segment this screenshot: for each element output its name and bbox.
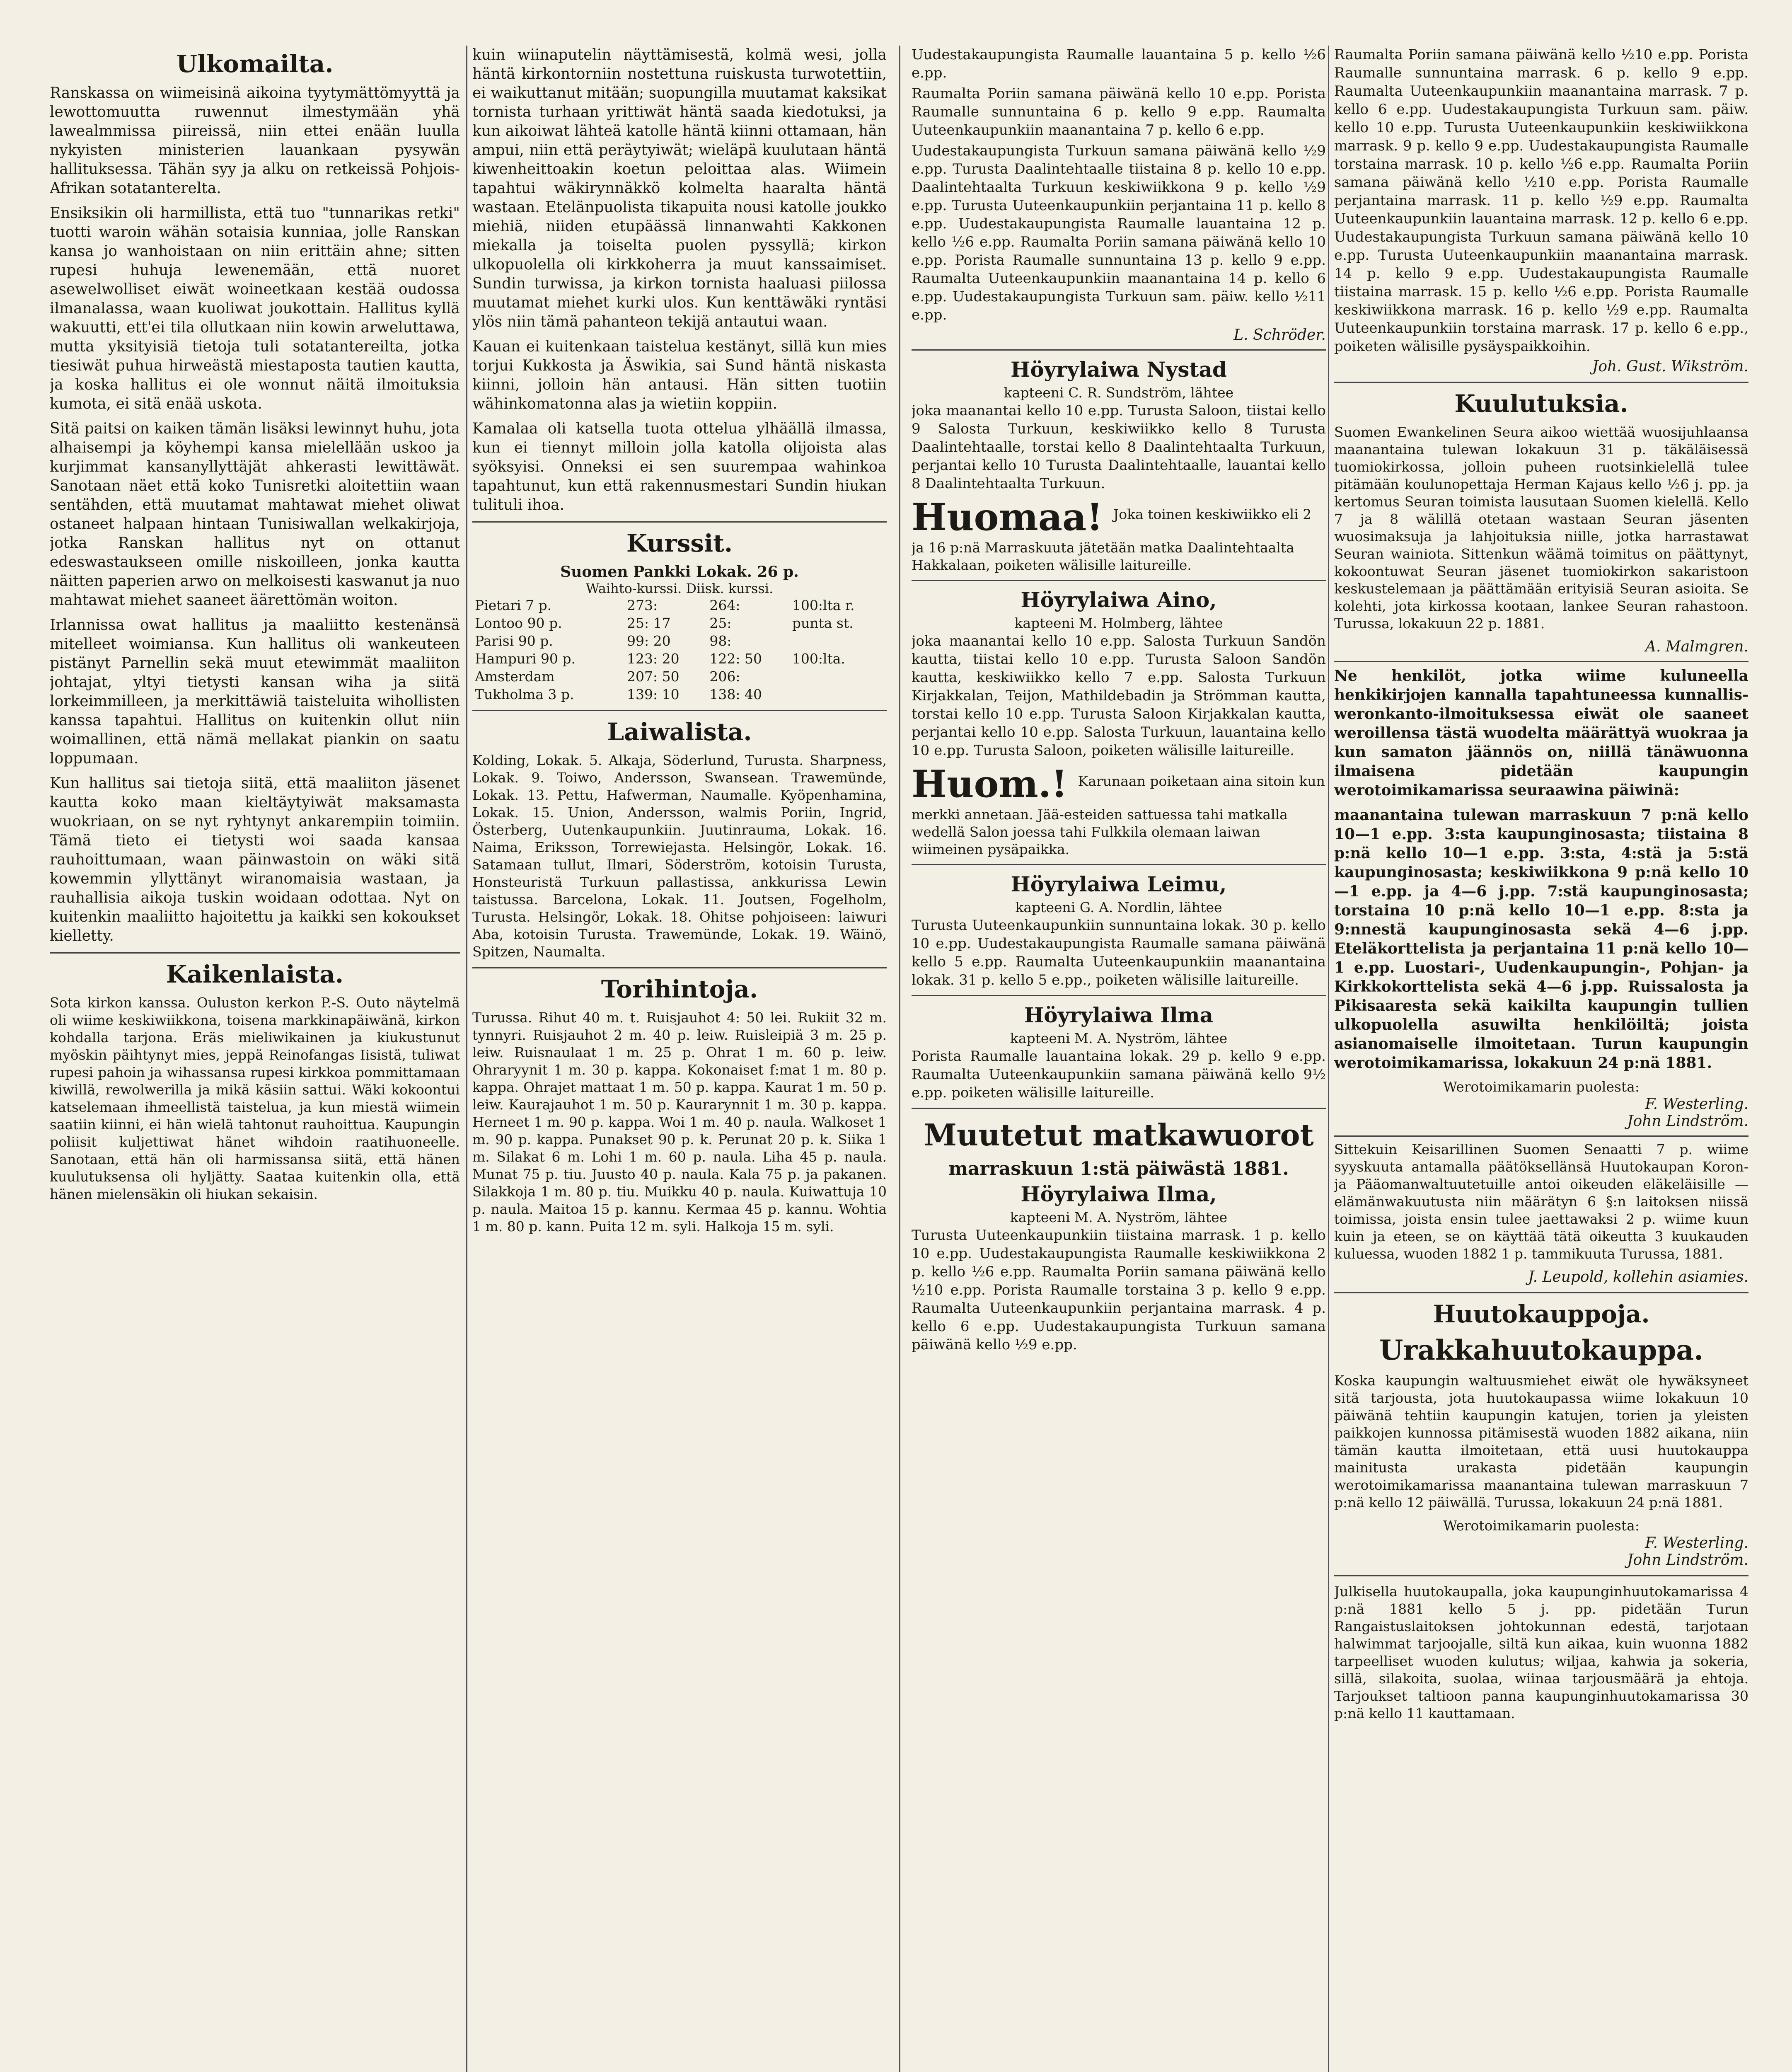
divider: [472, 967, 887, 968]
table-row: [472, 650, 887, 668]
article-paragraph: Kolding, Lokak. 5. Alkaja, Söderlund, Turusta. Sharpness, Lokak. 9. Toiwo, Andersson, Swansean. Trawemünde, Lokak. 13. Pettu, Hafwerman, Naumalle. Kyöpenhamina, Lokak. 15. Union, Andersson, walmis Poriin, Ingrid, Österberg, Uutenkaupunkiin. Juutinrauma, Lokak. 16. Naima, Eriksson, Torrewiejasta. Helsingör, Lokak. 16. Satamaan tullut, Ilmari, Söderström, kotoisin Turusta, Honsteuristä Turkuun pallastissa, ankkurissa Lewin taistussa. Barcelona, Lokak. 11. Joutsen, Fogelholm, Turusta. Helsingör, Lokak. 18. Ohitse pohjoiseen: laiwuri Aba, kotoisin Turusta. Trawemünde, Lokak. 19. Wäinö, Spitzen, Naumalta.: [472, 752, 887, 960]
column-rule: [899, 46, 900, 2072]
table-cell: 139: 10: [626, 686, 680, 702]
table-cell: 100:lta.: [792, 651, 845, 667]
column-rule: [466, 46, 467, 2072]
signature: Werotoimikamarin puolesta:: [1443, 1518, 1640, 1534]
table-cell: 273:: [626, 597, 658, 613]
signature: F. Westerling.: [1645, 1535, 1748, 1552]
table-cell: 98:: [709, 633, 732, 649]
table-cell: 207: 50: [626, 668, 680, 685]
notice-senate: [1334, 1135, 1748, 1285]
column-1: [50, 46, 460, 2072]
ad-subtitle: kapteeni M. Holmberg, lähtee: [1014, 615, 1223, 631]
notice-text: Joka toinen keskiwiikko eli 2 ja 16 p:nä Marraskuuta jätetään matka Daalintehtaalta Hakkalaan, poiketen wälisille laitureille.: [912, 506, 1312, 573]
article-paragraph: Ranskassa on wiimeisinä aikoina tyytymättömyyttä ja lewottomuutta ruwennut ilmestymään yhä lawealmmissa piireissä, niin ettei enään luulla nykyisten ministerien lauankaan pysywän hallituksessa. Tähän syy ja alku on retkeissä Pohjois-Afrikan sotatanterelta.: [50, 85, 460, 197]
table-cell: Parisi 90 p.: [475, 633, 553, 649]
signature: Werotoimikamarin puolesta:: [1443, 1079, 1640, 1095]
signature: John Lindström.: [1627, 1113, 1748, 1130]
table-cell: 100:lta r.: [792, 597, 855, 613]
ad-leimu: [912, 864, 1326, 989]
ad-subtitle: kapteeni M. A. Nyström, lähtee: [1010, 1030, 1228, 1046]
table-row: [472, 596, 887, 614]
divider: [1334, 1575, 1748, 1576]
ad-title: Muutetut matkawuorot: [924, 1117, 1314, 1152]
table-cell: [790, 685, 887, 703]
ad-title: Höyrylaiwa Ilma,: [1021, 1182, 1217, 1206]
huomaa-label: Huomaa!: [912, 495, 1103, 539]
article-paragraph: kuin wiinaputelin näyttämisestä, kolmä wesi, jolla häntä kirkontorniin nostettuna ruiskusta turwotettiin, ei waikuttanut mitään; suopungilla muutamat kaksikat tornista turhaan yrittiwät häntä saada kiedotuksi, ja kun aikoiwat lähteä katolle häntä kiinni ottamaan, hän ampui, niin että peräytyiwät; wieläpä kuulutaan häntä kiwenheittoakin koetun peloittaa alas. Wiimein tapahtui wäkirynnäkkö kolmelta haaralta häntä wastaan. Etelänpuolista tikapuita nousi katolle joukko miehiä, niiden etupäässä linnanwahti Kakkonen miekalla ja toiselta puolen pyssyllä; kirkon ulkopuolella oli kirkkoherra ja muut kanssaimiset. Sundin turwissa, ja kirkon tornista haaluasi piilossa muutamat miehet kurki ulos. Kun kenttäwäki ryntäsi ylös niin tämä pahanteon tekijä antautui waan.: [472, 46, 887, 330]
schedule-text: Raumalta Poriin samana päiwänä kello 10 e.pp. Porista Raumalle sunnuntaina 6 p. kello 9 e.pp. Raumalta Uuteenkaupunkiin maanantaina 7 p. kello 6 e.pp.: [912, 85, 1326, 138]
article-paragraph: Ensiksikin oli harmillista, että tuo "tunnarikas retki" tuotti waroin wähän sotaisia kunniaa, jolle Ranskan kansa jo wanhoistaan on niin erittäin ahne; sitten rupesi huhuja lewenemään, että nuoret asewelwolliset eiwät woineetkaan kestää oudossa ilmanalassa, waan kuoliwat joukottain. Hallitus kyllä wakuutti, ett'ei tila ollutkaan niin kowin arweluttawa, mutta yksityisiä tietoja tuli sotatantereilta, jotka tiesiwät puhua hirweästä miestaposta tautien kautta, ja koska hallitus ei ole wonnut näitä ilmoituksia kumota, ei sitä enää uskota.: [50, 205, 460, 412]
article-paragraph: Kamalaa oli katsella tuota ottelua ylhäällä ilmassa, kun ei tiennyt milloin jolla katolla olijoista alas syöksyisi. Onneksi ei sen suurempaa wahinkoa tapahtunut, kun että rakennusmestari Sundin hiukan tulituli ihoa.: [472, 420, 887, 513]
article-paragraph: Irlannissa owat hallitus ja maaliitto kestenänsä mitelleet woimiansa. Kun hallitus oli wankeuteen pistänyt Parnellin sekä muut etewimmät maaliiton johtajat, yltyi tietysti kansan wiha ja siitä lorkeimmilleen, ja merkittäwiä taisteluita wihollisten kanssa tapahtui. Hallitus on kuitenkin ollut niin woimallinen, että nämä mellakat piankin on saatu loppumaan.: [50, 617, 460, 767]
kurssit-subheading: Suomen Pankki Lokak. 26 p.: [560, 563, 799, 581]
table-cell: [790, 668, 887, 685]
ad-muutetut: [912, 1108, 1326, 1354]
table-cell: Hampuri 90 p.: [475, 651, 576, 667]
signature: J. Leupold, kollehin asiamies.: [1528, 1268, 1748, 1285]
ad-nystad: [912, 349, 1326, 574]
section-heading-kaikenlaista: Kaikenlaista.: [166, 960, 344, 988]
table-cell: Pietari 7 p.: [475, 597, 552, 613]
table-cell: 122: 50: [709, 651, 762, 667]
table-row: [472, 685, 887, 703]
column-rule: [1328, 46, 1329, 2072]
signature: Joh. Gust. Wikström.: [1592, 358, 1748, 375]
table-cell: 264:: [709, 597, 740, 613]
ad-subtitle: kapteeni G. A. Nordlin, lähtee: [1015, 899, 1222, 915]
article-paragraph: Kun hallitus sai tietoja siitä, että maaliiton jäsenet kautta koko maan kieltäytyiwät maksamasta wuokriaan, on se nyt ryhtynyt ankarempiin toimiin. Tämä tieto ei tietysti woi saada kansaa rauhoittumaan, waan päinwastoin on wäki sitä kowemmin yllyttänyt wiranomaisia wastaan, ja rauhallisia aikoja tuskin woidaan odottaa. Nyt on kuitenkin maaliitto hajoitettu ja kaikki sen kokoukset kielletty.: [50, 775, 460, 944]
kurssit-subheading-2: Waihto-kurssi. Diisk. kurssi.: [585, 581, 774, 596]
signature: A. Malmgren.: [1645, 638, 1748, 655]
section-heading-kurssit: Kurssit.: [626, 529, 733, 557]
exchange-rate-table: [472, 596, 887, 703]
schedule-text: Turusta Uuteenkaupunkiin sunnuntaina lokak. 30 p. kello 10 e.pp. Uudestakaupungista Raumalle samana päiwänä kello 5 e.pp. Raumalta Uuteenkaupunkiin maanantaina lokak. 31 p. kello 5 e.pp., poiketen wälisille laitureille.: [912, 917, 1326, 988]
table-cell: 99: 20: [626, 633, 671, 649]
divider: [1334, 1292, 1748, 1293]
column-3: [912, 46, 1326, 2072]
divider: [1334, 382, 1748, 383]
schedule-text: Porista Raumalle lauantaina lokak. 29 p. kello 9 e.pp. Raumalta Uuteenkaupunkiin samana päiwänä kello 9½ e.pp. poiketen wälisille laitureille.: [912, 1048, 1326, 1101]
notice-paragraph: Suomen Ewankelinen Seura aikoo wiettää wuosijuhlaansa maanantaina tulewan lokakuun 31 p. täkäläisessä tuomiokirkossa, jolloin puheen ruotsinkielellä tulee pitämään koulunopettaja Herman Kajaus kello ½6 j. pp. ja kertomus Seuran toimista lausutaan Suomen kielellä. Kello 7 ja 8 wälillä otetaan wastaan Seuran jäsenten wuosimaksuja ja lahjoituksia niille, jotka harrastawat Seuran wainiota. Sittenkun wäämä toimitus on päättynyt, kokoontuwat Seuran jäsenet tuomiokirkon sakaristoon keskustelemaan ja päättämään erityisiä Seuran asioita. Se kolehti, jota kirkossa kootaan, lankee Seuran rahastoon. Turussa, lokakuun 22 p. 1881.: [1334, 424, 1748, 632]
ad-subtitle: kapteeni C. R. Sundström, lähtee: [1004, 385, 1234, 401]
schedule-text: Turusta Uuteenkaupunkiin tiistaina marrask. 1 p. kello 10 e.pp. Uudestakaupungista Raumalle keskiwiikkona 2 p. kello ½6 e.pp. Raumalta Poriin samana päiwänä kello ½10 e.pp. Porista Raumalle torstaina 3 p. kello 9 e.pp. Raumalta Uuteenkaupunkiin perjantaina marrask. 4 p. kello 6 e.pp. Uudestakaupungista Turkuun samana päiwänä kello ½9 e.pp.: [912, 1227, 1326, 1353]
ad-subtitle: marraskuun 1:stä päiwästä 1881.: [948, 1158, 1289, 1179]
table-row: [472, 668, 887, 685]
ad-title: Höyrylaiwa Aino,: [1021, 588, 1217, 612]
table-cell: 206:: [709, 668, 740, 685]
table-cell: 25:: [709, 615, 732, 631]
section-heading-urakkahuutokauppa: Urakkahuutokauppa.: [1379, 1334, 1704, 1366]
table-row: [472, 614, 887, 632]
divider: [50, 952, 460, 954]
notice-paragraph: Julkisella huutokaupalla, joka kaupunginhuutokamarissa 4 p:nä 1881 kello 5 j. pp. pidetään Turun Rangaistuslaitoksen johtokunnan edestä, tarjotaan halwimmat tarjoojalle, siltä kun aikaa, kuin wuonna 1882 tarpeelliset wuoden kulutus; wiljaa, kahwia ja sokeria, sillä, silakoita, suolaa, wiinaa tarjousmäärä ja ehtoja. Tarjoukset taltioon panna kaupunginhuutokamarissa 30 p:nä kello 11 kauttamaan.: [1334, 1583, 1748, 1721]
signature: L. Schröder.: [1233, 327, 1326, 344]
schedule-text: joka maanantai kello 10 e.pp. Turusta Saloon, tiistai kello 9 Salosta Turkuun, keskiwiikko kello 8 Turusta Daalintehtaalle, torstai kello 8 Daalintehtaalta Turkuun, perjantai kello 10 Turusta Daalintehtaalle, lauantai kello 8 Daalintehtaalta Turkuun.: [912, 402, 1326, 492]
notice-paragraph: Ne henkilöt, jotka wiime kuluneella henkikirjojen kannalla tapahtuneessa kunnallis-weronkanto-ilmoituksessa eiwät ole saaneet weroillensa tästä wuodelta määrättyä wuokraa ja kun samaton jäännös on, niillä tänäwuonna ilmaisena pidetään kaupungin werotoimikamarissa seuraawina päiwinä:: [1334, 667, 1748, 799]
article-paragraph: Sota kirkon kanssa. Ouluston kerkon P.-S. Outo näytelmä oli wiime keskiwiikkona, toisena markkinapäiwänä, kirkon kohdalla tarjona. Eräs mieliwikainen ja kiukustunut myöskin päihtynyt mies, jeppä Reinofangas Iisistä, tuliwat rupesi pahoin ja wihassansa rupesi kirkkoa pommittamaan kiwillä, rewolwerilla ja mikä käsiin sattui. Wäki kokoontui katselemaan ihmeellistä taistelua, ja kun miestä wiimein saatiin kiinni, ei hän wielä tahtonut rauhoittua. Kaupungin poliisit kuljettiwat hänet wihdoin raatihuoneelle. Sanotaan, että hän oli harmissansa siitä, että hänen kuulutuksensa oli hyljätty. Saataa kuitenkin olla, että hänen mielensäkin oli hiukan sekaisin.: [50, 995, 460, 1202]
signature: John Lindström.: [1627, 1552, 1748, 1569]
table-cell: 25: 17: [626, 615, 671, 631]
ad-ilma: [912, 995, 1326, 1102]
divider: [472, 521, 887, 523]
signature: F. Westerling.: [1645, 1096, 1748, 1113]
huom-label: Huom.!: [912, 762, 1068, 806]
table-cell: Lontoo 90 p.: [475, 615, 562, 631]
notice-paragraph: Koska kaupungin waltuusmiehet eiwät ole hywäksyneet sitä tarjousta, jota huutokaupassa wiime lokakuun 10 päiwänä tehtiin kaupungin katujen, torien ja yleisten paikkojen kunnossa pitämisestä wuoden 1882 aikana, niin tämän kautta ilmoitetaan, että uusi huutokauppa mainitusta urakasta pidetään kaupungin werotoimikamarissa maanantaina tulewan marraskuun 7 p:nä kello 12 päiwällä. Turussa, lokakuun 24 p:nä 1881.: [1334, 1372, 1748, 1510]
notice-tax: [1334, 661, 1748, 1130]
section-heading-laiwalista: Laiwalista.: [607, 718, 752, 746]
schedule-text: Uudestakaupungista Turkuun samana päiwänä kello ½9 e.pp. Turusta Daalintehtaalle tiistaina 8 p. kello 10 e.pp. Daalintehtaalta Turkuun keskiwiikkona 9 p. kello ½9 e.pp. Turusta Uuteenkaupunkiin perjantaina 11 p. kello 8 e.pp. Uudestakaupungista Raumalle lauantaina 12 p. kello ½6 e.pp. Raumalta Poriin samana päiwänä kello 10 e.pp. Porista Raumalle sunnuntaina 13 p. kello 9 e.pp. Raumalta Uuteenkaupunkiin maanantaina 14 p. kello 6 e.pp. Uudestakaupungista Turkuun sam. päiw. kello ½11 e.pp.: [912, 143, 1326, 323]
section-heading-ulkomailta: Ulkomailta.: [176, 50, 334, 78]
table-cell: Tukholma 3 p.: [475, 686, 574, 702]
section-heading-kuulutuksia: Kuulutuksia.: [1454, 390, 1628, 418]
table-cell: punta st.: [792, 615, 854, 631]
ad-subtitle: kapteeni M. A. Nyström, lähtee: [1010, 1209, 1228, 1225]
table-row: [472, 632, 887, 650]
table-cell: 123: 20: [626, 651, 680, 667]
section-heading-torihintoja: Torihintoja.: [601, 975, 758, 1003]
column-4: [1334, 46, 1748, 2072]
schedule-text: Raumalta Poriin samana päiwänä kello ½10 e.pp. Porista Raumalle sunnuntaina marrask. 6 p. kello 9 e.pp. Raumalta Uuteenkaupunkiin maanantaina marrask. 7 p. kello 6 e.pp. Uudestakaupungista Turkuun sam. päiw. kello 10 e.pp. Turusta Uuteenkaupunkiin keskiwiikkona marrask. 9 p. kello 9 e.pp. Uudestakaupungista Raumalle torstaina marrask. 10 p. kello ½6 e.pp. Raumalta Poriin samana päiwänä kello ½10 e.pp. Porista Raumalle perjantaina marrask. 11 p. kello ½9 e.pp. Raumalta Uuteenkaupunkiin lauantaina marrask. 12 p. kello 6 e.pp. Uudestakaupungista Turkuun samana päiwänä kello 10 e.pp. Turusta Uuteenkaupunkiin maanantaina marrask. 14 p. kello 9 e.pp. Uudestakaupungista Raumalle tiistaina marrask. 15 p. kello ½6 e.pp. Porista Raumalle keskiwiikkona marrask. 16 p. kello ½9 e.pp. Raumalta Uuteenkaupunkiin torstaina marrask. 17 p. kello 6 e.pp., poiketen wälisille pysäyspaikkoihin.: [1334, 46, 1748, 355]
ad-title: Höyrylaiwa Leimu,: [1011, 872, 1227, 896]
table-cell: [790, 632, 887, 650]
ad-title: Höyrylaiwa Nystad: [1011, 357, 1227, 382]
column-2: [472, 46, 887, 2072]
notice-text: Karunaan poiketaan aina sitoin kun merkki annetaan. Jää-esteiden sattuessa tahi matkalla wedellä Salon joessa tahi Fulkkila olemaan laiwan wiimeinen pysäpaikka.: [912, 773, 1325, 857]
notice-paragraph: maanantaina tulewan marraskuun 7 p:nä kello 10—1 e.pp. 3:sta kaupunginosasta; tiistaina 8 p:nä kello 10—1 e.pp. 3:sta, 4:stä ja 5:stä kaupunginosasta; keskiwiikkona 9 p:nä kello 10—1 e.pp. ja 4—6 j.pp. 7:stä kaupunginosasta; torstaina 10 p:nä kello 10—1 e.pp. 8:sta ja 9:nnestä kaupunginosasta sekä 4—6 j.pp. Eteläkorttelista ja perjantaina 11 p:nä kello 10—1 e.pp. Luostari-, Uudenkaupungin-, Pohjan- ja Kirkkokorttelista sekä 4—6 j.pp. Ruissalosta ja Pikisaaresta sekä kaikilta kaupungin tullien ulkopuolella asuwilta henkilöiltä; joista asianomaiselle ilmoitetaan. Turun kaupungin werotoimikamarissa, lokakuun 24 p:nä 1881.: [1334, 806, 1748, 1072]
ad-title: Höyrylaiwa Ilma: [1024, 1003, 1213, 1027]
article-paragraph: Sitä paitsi on kaiken tämän lisäksi lewinnyt huhu, jota alhaisempi ja köyhempi kansa mielellään uskoo ja kurjimmat kansanyllyttäjät ahkerasti lewittäwät. Sanotaan näet että koko Tunisretki aloitettiin waan sentähden, että muutamat mahtawat miehet oliwat ostaneet halpaan hintaan Tunisiwallan welkakirjoja, jotka Ranskan hallitus nyt on ottanut edeswastaukseen omille niskoilleen, jonka kautta näitten paperien arwo on melkoisesti kaswanut ja nuo mahtawat miehet saaneet äärettömän woiton.: [50, 420, 460, 609]
table-cell: 138: 40: [709, 686, 762, 702]
table-cell: Amsterdam: [475, 668, 555, 685]
ad-aino: [912, 580, 1326, 858]
notice-paragraph: Sittekuin Keisarillinen Suomen Senaatti 7 p. wiime syyskuuta antamalla päätöksellänsä Huutokaupan Koron- ja Pääomanwaltuutetuille antoi oikeuden eläkeläisille — elämänwakuutusta niin määrätyn 6 §:n laitoksen niissä toimissa, joista ensin tulee jaettawaksi 2 p. wiime kuun kuin ja eteen, se on käyttää tätä oikeutta 3 kuukauden kuluessa, wuoden 1882 1 p. tammikuuta Turussa, 1881.: [1334, 1141, 1748, 1262]
article-paragraph: Turussa. Rihut 40 m. t. Ruisjauhot 4: 50 lei. Rukiit 32 m. tynnyri. Ruisjauhot 2 m. 40 p. leiw. Ruisleipiä 3 m. 25 p. leiw. Ruisnaulaat 1 m. 25 p. Ohrat 1 m. 60 p. leiw. Ohraryynit 1 m. 30 p. kappa. Kokonaiset f:mat 1 m. 80 p. kappa. Ohrajet mattaat 1 m. 50 p. kappa. Kaurat 1 m. 50 p. leiw. Kaurajauhot 1 m. 50 p. Kaurarynnit 1 m. 30 p. kappa. Herneet 1 m. 90 p. kappa. Woi 1 m. 40 p. naula. Walkoset 1 m. 90 p. kappa. Punakset 90 p. k. Perunat 20 p. k. Siika 1 m. Silakat 6 m. Lohi 1 m. 60 p. naula. Liha 45 p. naula. Munat 75 p. tiu. Juusto 40 p. naula. Kala 75 p. ja pakanen. Silakkoja 1 m. 80 p. tiu. Muikku 40 p. naula. Kuiwattuja 10 p. naula. Maitoa 15 p. kannu. Kermaa 45 p. kannu. Wohtia 1 m. 80 p. kann. Puita 12 m. syli. Halkoja 15 m. syli.: [472, 1009, 887, 1234]
schedule-text: joka maanantai kello 10 e.pp. Salosta Turkuun Sandön kautta, tiistai kello 10 e.pp. Turusta Saloon Sandön kautta, keskiwiikko kello 7 e.pp. Salosta Turkuun Kirjakkalan, Teijon, Mathildebadin ja Strömman kautta, torstai kello 10 e.pp. Turusta Saloon Kirjakkalan kautta, perjantai kello 10 e.pp. Salosta Turkuun, lauantaina kello 10 e.pp. Turusta Saloon, poiketen wälisille laitureille.: [912, 633, 1326, 759]
article-paragraph: Kauan ei kuitenkaan taistelua kestänyt, sillä kun mies torjui Kukkosta ja Äswikia, sai Sund häntä niskasta kiinni, jolloin hän antausi. Hän sitten tuotiin wähinkomatonna alas ja wietiin koppiin.: [472, 338, 887, 412]
schedule-text: Uudestakaupungista Raumalle lauantaina 5 p. kello ½6 e.pp.: [912, 46, 1326, 81]
section-heading-huutokauppoja: Huutokauppoja.: [1433, 1300, 1650, 1328]
divider: [472, 710, 887, 711]
